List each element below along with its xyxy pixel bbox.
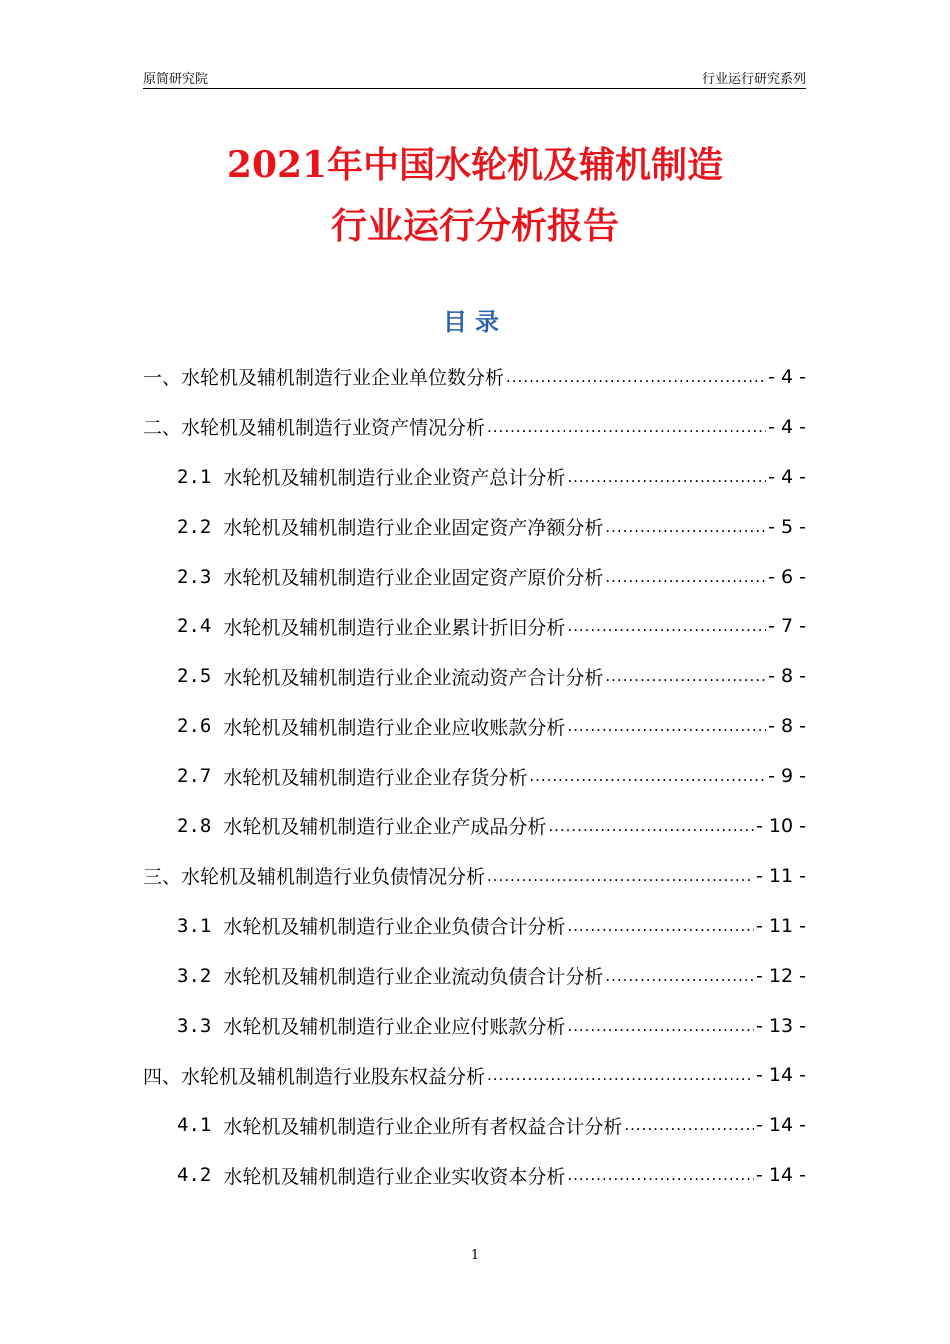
- toc-leader-dots: [487, 867, 754, 885]
- header-publisher: 原简研究院: [143, 72, 209, 87]
- toc-entry-title: 水轮机及辅机制造行业企业固定资产净额分析: [223, 517, 604, 540]
- toc-entry-number: 2.5: [177, 665, 212, 688]
- toc-entry[interactable]: [143, 901, 806, 951]
- toc-entry-page: - 8 -: [768, 665, 806, 688]
- toc-leader-dots: [605, 518, 766, 536]
- page-number: 1: [470, 1248, 480, 1263]
- toc-entry-title: 水轮机及辅机制造行业企业流动负债合计分析: [223, 966, 604, 989]
- page-header: [143, 66, 806, 89]
- toc-entry-page: - 14 -: [756, 1114, 806, 1137]
- toc-entry-number: 3.1: [177, 914, 212, 937]
- toc-leader-dots: [567, 468, 766, 486]
- toc-entry[interactable]: [143, 851, 806, 901]
- toc-leader-dots: [487, 418, 766, 436]
- toc-entry[interactable]: [143, 751, 806, 801]
- toc-entry-number: 2.4: [177, 615, 212, 638]
- toc-heading: 目录: [443, 308, 507, 336]
- toc-entry-title: 水轮机及辅机制造行业企业实收资本分析: [223, 1165, 566, 1188]
- toc-leader-dots: [567, 1017, 754, 1035]
- toc-entry[interactable]: [143, 402, 806, 452]
- toc-entry-title: 三、水轮机及辅机制造行业负债情况分析: [143, 866, 486, 889]
- toc-entry-number: 2.3: [177, 565, 212, 588]
- toc-leader-dots: [605, 568, 766, 586]
- toc-entry-page: - 5 -: [768, 515, 806, 538]
- toc-leader-dots: [506, 368, 766, 386]
- toc-entry-title: 水轮机及辅机制造行业企业存货分析: [223, 766, 528, 789]
- header-series: 行业运行研究系列: [701, 72, 806, 87]
- toc-entry[interactable]: [143, 452, 806, 502]
- toc-entry[interactable]: [143, 552, 806, 602]
- table-of-contents: [143, 352, 806, 1200]
- toc-entry-page: - 12 -: [756, 964, 806, 987]
- toc-entry-number: 3.2: [177, 964, 212, 987]
- toc-entry-number: 2.8: [177, 814, 212, 837]
- toc-entry-title: 水轮机及辅机制造行业企业资产总计分析: [223, 467, 566, 490]
- toc-leader-dots: [605, 667, 766, 685]
- toc-entry-title: 四、水轮机及辅机制造行业股东权益分析: [143, 1065, 486, 1088]
- toc-entry-title: 水轮机及辅机制造行业企业累计折旧分析: [223, 616, 566, 639]
- toc-entry-title: 水轮机及辅机制造行业企业应收账款分析: [223, 716, 566, 739]
- toc-entry-number: 4.2: [177, 1164, 212, 1187]
- toc-entry-number: 2.7: [177, 765, 212, 788]
- toc-leader-dots: [567, 617, 766, 635]
- toc-entry-page: - 4 -: [768, 465, 806, 488]
- toc-entry[interactable]: [143, 502, 806, 552]
- toc-entry-page: - 14 -: [756, 1064, 806, 1087]
- toc-entry[interactable]: [143, 1050, 806, 1100]
- toc-leader-dots: [529, 767, 766, 785]
- toc-leader-dots: [487, 1066, 754, 1084]
- toc-entry-page: - 11 -: [756, 914, 806, 937]
- toc-entry[interactable]: [143, 1100, 806, 1150]
- toc-entry-page: - 9 -: [768, 765, 806, 788]
- toc-entry-page: - 13 -: [756, 1014, 806, 1037]
- toc-entry-page: - 6 -: [768, 565, 806, 588]
- toc-entry-title: 水轮机及辅机制造行业企业所有者权益合计分析: [223, 1115, 623, 1138]
- toc-entry-title: 水轮机及辅机制造行业企业固定资产原价分析: [223, 567, 604, 589]
- toc-entry-page: - 11 -: [756, 864, 806, 887]
- toc-entry-number: 4.1: [177, 1114, 212, 1137]
- toc-entry-title: 水轮机及辅机制造行业企业流动资产合计分析: [223, 666, 604, 689]
- toc-leader-dots: [548, 817, 754, 835]
- toc-entry-number: 3.3: [177, 1014, 212, 1037]
- report-title-line2: 行业运行分析报告: [330, 205, 619, 247]
- toc-entry-number: 2.1: [177, 465, 212, 488]
- toc-entry-title: 一、水轮机及辅机制造行业企业单位数分析: [143, 367, 505, 390]
- toc-entry-page: - 4 -: [768, 415, 806, 438]
- toc-entry-title: 水轮机及辅机制造行业企业负债合计分析: [223, 916, 566, 939]
- toc-entry[interactable]: [143, 701, 806, 751]
- toc-entry-page: - 7 -: [768, 615, 806, 638]
- toc-entry[interactable]: [143, 951, 806, 1001]
- toc-entry[interactable]: [143, 601, 806, 651]
- toc-entry[interactable]: [143, 1001, 806, 1051]
- toc-entry-title: 水轮机及辅机制造行业企业应付账款分析: [223, 1016, 566, 1039]
- toc-entry[interactable]: [143, 801, 806, 851]
- toc-entry-title: 二、水轮机及辅机制造行业资产情况分析: [143, 417, 486, 440]
- toc-entry[interactable]: [143, 1150, 806, 1200]
- toc-entry-page: - 4 -: [768, 365, 806, 388]
- toc-entry-title: 水轮机及辅机制造行业企业产成品分析: [223, 816, 547, 839]
- toc-leader-dots: [567, 1166, 754, 1184]
- toc-entry-page: - 10 -: [756, 814, 806, 837]
- toc-leader-dots: [624, 1116, 754, 1134]
- toc-entry-number: 2.6: [177, 715, 212, 738]
- toc-entry[interactable]: [143, 352, 806, 402]
- toc-leader-dots: [605, 967, 754, 985]
- toc-entry-number: 2.2: [177, 515, 212, 538]
- toc-leader-dots: [567, 917, 754, 935]
- toc-entry-page: - 14 -: [756, 1164, 806, 1187]
- report-title-line1: 2021年中国水轮机及辅机制造: [226, 144, 724, 186]
- toc-leader-dots: [567, 717, 766, 735]
- toc-entry[interactable]: [143, 651, 806, 701]
- toc-entry-page: - 8 -: [768, 715, 806, 738]
